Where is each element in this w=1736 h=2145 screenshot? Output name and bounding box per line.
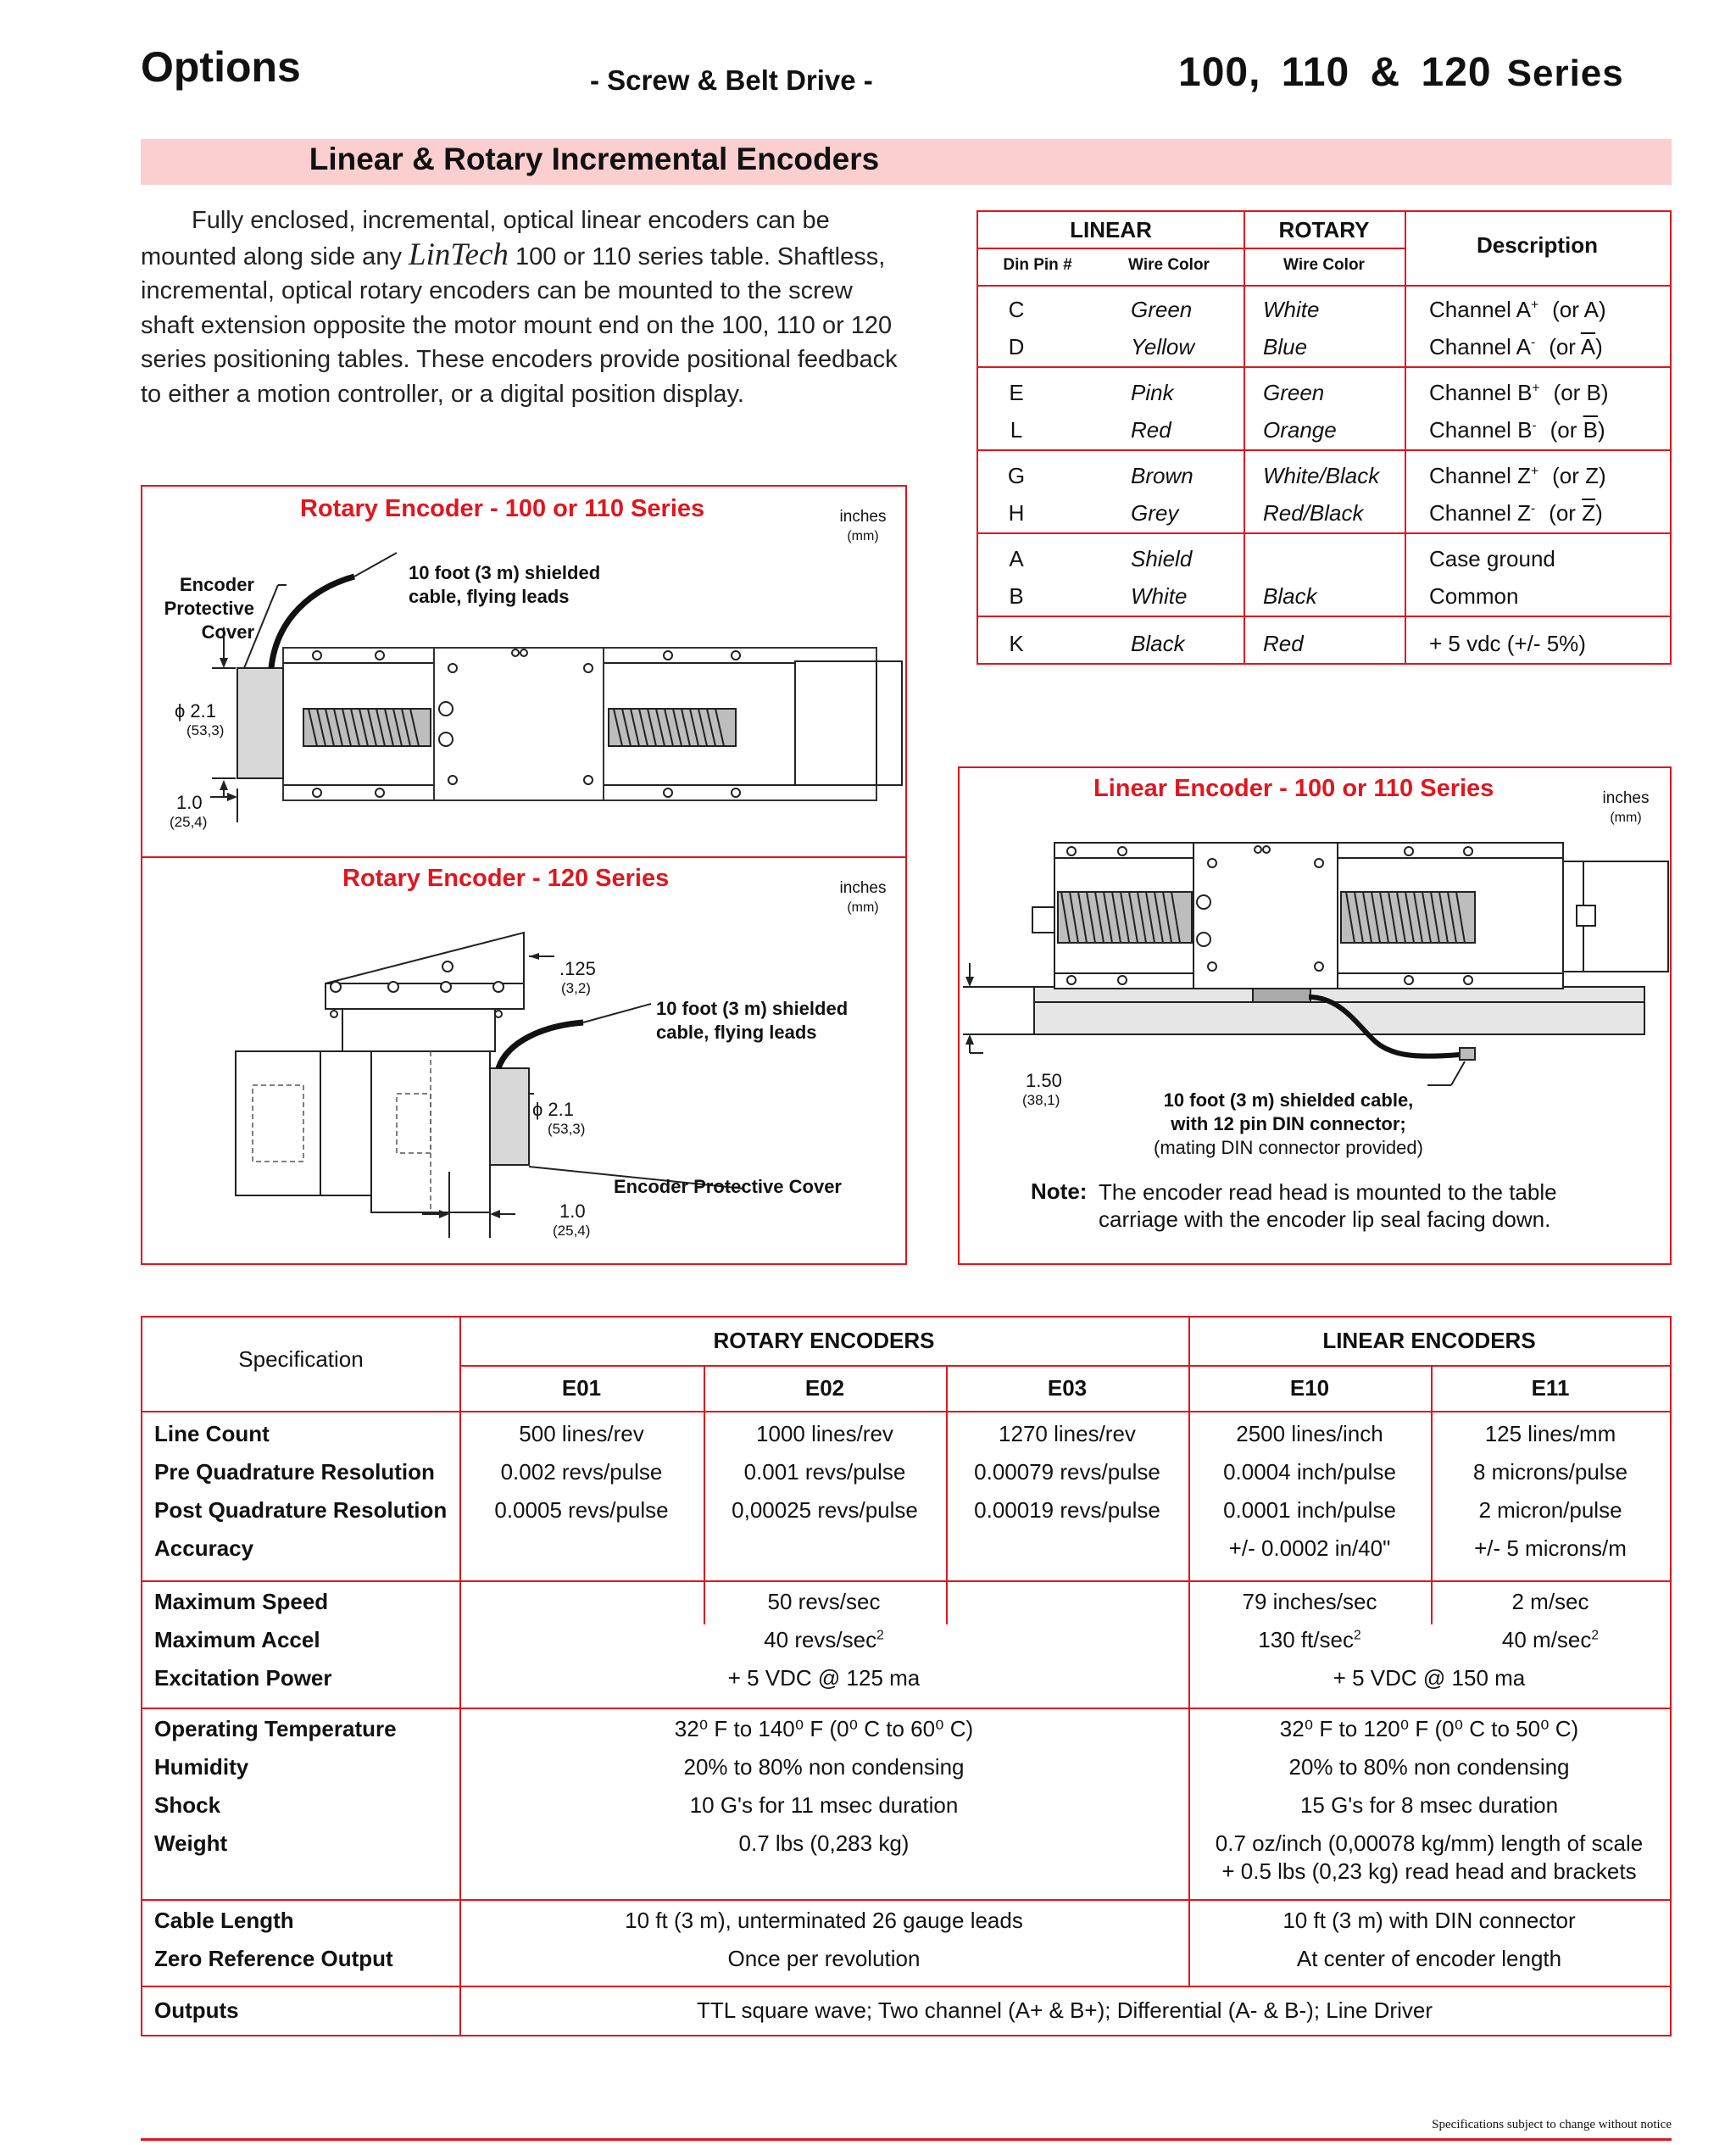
rotary-wire-color: Blue (1263, 334, 1308, 359)
linear-wire-color: Black (1131, 631, 1185, 656)
model-e03: E03 (1047, 1375, 1088, 1401)
rotary-excitation: + 5 VDC @ 125 ma (727, 1665, 921, 1691)
outputs-value: TTL square wave; Two channel (A+ & B+); Differential (A- & B-); Line Driver (697, 1997, 1433, 2023)
rotary-wire-color: White/Black (1263, 463, 1380, 488)
pin-description: Channel Z+ (or Z) (1429, 463, 1606, 488)
brand-name: LinTech (409, 237, 509, 272)
footer-rule (141, 2138, 1672, 2141)
spec-table (141, 1316, 1672, 2036)
model-e11: E11 (1531, 1375, 1570, 1401)
line-count-value: 2500 lines/inch (1236, 1421, 1383, 1446)
e10-speed: 79 inches/sec (1242, 1589, 1377, 1614)
linear-wire-color: Yellow (1131, 334, 1195, 359)
pin-description: Case ground (1429, 546, 1555, 571)
rotary-encoders-header: ROTARY ENCODERS (713, 1328, 935, 1353)
pin-number: K (1009, 631, 1024, 656)
pin-header-description: Description (1476, 232, 1599, 258)
linear-weight-1: 0.7 oz/inch (0,00078 kg/mm) length of scale (1215, 1830, 1644, 1856)
pin-number: G (1007, 463, 1026, 488)
rotary-wire-color: Red/Black (1263, 500, 1364, 526)
intro-paragraph (141, 203, 904, 411)
rotary-120-title: Rotary Encoder - 120 Series (342, 865, 670, 892)
e11-speed: 2 m/sec (1511, 1589, 1589, 1614)
linear-humidity: 20% to 80% non condensing (1288, 1754, 1570, 1780)
rotary-shock: 10 G's for 11 msec duration (689, 1792, 959, 1818)
rotary-wire-color: Green (1263, 380, 1325, 405)
label-cable-length: Cable Length (154, 1908, 294, 1933)
rotary-temp: 32⁰ F to 140⁰ F (0⁰ C to 60⁰ C) (674, 1716, 974, 1741)
pre-quad-value: 0.0004 inch/pulse (1223, 1459, 1396, 1485)
rotary-weight: 0.7 lbs (0,283 kg) (738, 1830, 910, 1856)
linear-wire-color: Grey (1131, 500, 1179, 526)
pin-header-linear: LINEAR (1070, 217, 1152, 242)
pin-description: Common (1429, 583, 1519, 609)
linear-zero: At center of encoder length (1296, 1946, 1562, 1971)
encoder-cover (237, 668, 283, 778)
rotary-humidity: 20% to 80% non condensing (683, 1754, 965, 1780)
rotary-120-length: 1.0 (559, 1201, 586, 1222)
post-quad-value: 2 micron/pulse (1478, 1497, 1622, 1523)
rotary-cable: 10 ft (3 m), unterminated 26 gauge leads (625, 1908, 1023, 1933)
line-count-value: 500 lines/rev (519, 1421, 644, 1446)
series-heading (1178, 49, 1624, 96)
pin-description: Channel Z- (or $\overline{Z}$) (1429, 500, 1603, 526)
linear-excitation: + 5 VDC @ 150 ma (1333, 1665, 1526, 1691)
pre-quad-value: 0.00079 revs/pulse (974, 1459, 1160, 1485)
linear-note-label: Note: (1031, 1178, 1088, 1204)
linear-note: The encoder read head is mounted to the table carriage with the encoder lip seal facing down. (1099, 1179, 1557, 1232)
post-quad-value: 0.0001 inch/pulse (1223, 1497, 1396, 1523)
linear-cable: 10 ft (3 m) with DIN connector (1283, 1908, 1576, 1933)
pin-number: E (1009, 380, 1024, 405)
rotary-zero: Once per revolution (727, 1946, 921, 1971)
pin-number: L (1010, 417, 1023, 443)
label-accuracy: Accuracy (154, 1535, 254, 1561)
pin-description: + 5 vdc (+/- 5%) (1429, 631, 1586, 656)
line-count-value: 1270 lines/rev (999, 1421, 1136, 1446)
linear-wire-color: Green (1131, 297, 1193, 322)
e10-accuracy: +/- 0.0002 in/40" (1228, 1535, 1391, 1561)
rotary-120-cable-label: 10 foot (3 m) shielded cable, flying leads (656, 998, 849, 1043)
rotary-accel: 40 revs/$\sec^2$ (764, 1627, 884, 1652)
label-line-count: Line Count (154, 1421, 270, 1446)
linear-weight-2: + 0.5 lbs (0,23 kg) read head and brackets (1221, 1858, 1637, 1884)
linear-wire-color: Brown (1131, 463, 1194, 488)
encoder-scale (1034, 987, 1644, 1034)
rotary-120-cover-label: Encoder Protective Cover (614, 1176, 842, 1197)
series-word: Series (1506, 53, 1624, 94)
model-e01: E01 (561, 1375, 602, 1401)
linear-wire-color: Red (1131, 417, 1171, 443)
rotary-wire-color: Orange (1263, 417, 1337, 443)
rotary-120-drawing (142, 916, 905, 1255)
rotary-100-length-mm: (25,4) (170, 814, 208, 830)
label-outputs: Outputs (154, 1997, 239, 2023)
pin-header-rotary: ROTARY (1278, 217, 1370, 242)
intro-part2: 100 or 110 series table. Shaftless, incremental, optical rotary encoders can be mounted to the screw shaft extension opposite the motor mount end on the 100, 110 or 120 series positioning tables. These encoders provide positional feedback to either a motion controller, or a digital position display. (141, 242, 898, 408)
e11-accel: 40 $m/\sec^2$ (1501, 1627, 1600, 1652)
footer-note: Specifications subject to change without notice (1432, 2118, 1672, 2131)
e10-accel: 130 $ft/\sec^2$ (1258, 1627, 1361, 1652)
post-quad-value: 0,00025 revs/pulse (732, 1497, 918, 1523)
label-op-temp: Operating Temperature (154, 1716, 397, 1741)
pin-number: B (1009, 583, 1024, 609)
rotary-120-units: inches (mm) (839, 879, 887, 915)
intro-part1: Fully enclosed, incremental, optical linear encoders can be mounted along side any (141, 207, 830, 270)
rotary-120-gap: .125 (559, 958, 596, 979)
rotary-100-diameter-mm: (53,3) (186, 722, 225, 738)
model-e02: E02 (804, 1375, 845, 1401)
pre-quad-value: 0.002 revs/pulse (500, 1459, 663, 1485)
linear-temp: 32⁰ F to 120⁰ F (0⁰ C to 50⁰ C) (1279, 1716, 1579, 1741)
label-pre-quad: Pre Quadrature Resolution (154, 1459, 435, 1485)
label-max-speed: Maximum Speed (154, 1589, 329, 1614)
label-zero-ref: Zero Reference Output (154, 1946, 393, 1971)
rotary-100-diameter: ϕ 2.1 (175, 700, 217, 722)
rotary-wire-color: Black (1263, 583, 1317, 609)
linear-title: Linear Encoder - 100 or 110 Series (1093, 775, 1494, 802)
label-max-accel: Maximum Accel (154, 1627, 320, 1652)
pin-sub-rotary-wire: Wire Color (1283, 256, 1365, 274)
spec-header: Specification (238, 1346, 364, 1372)
label-humidity: Humidity (154, 1754, 249, 1780)
model-e10: E10 (1289, 1375, 1330, 1401)
rotary-120-diameter: ϕ 2.1 (532, 1099, 575, 1120)
label-weight: Weight (154, 1830, 228, 1856)
rotary-100-title: Rotary Encoder - 100 or 110 Series (300, 495, 705, 522)
linear-encoders-header: LINEAR ENCODERS (1322, 1328, 1536, 1353)
linear-drawing (960, 831, 1670, 1111)
pin-number: A (1009, 546, 1024, 571)
pin-sub-linear-wire: Wire Color (1128, 256, 1210, 274)
rotary-wire-color: Red (1263, 631, 1304, 656)
pin-table (976, 210, 1672, 665)
pin-description: Channel B- (or $\overline{B}$) (1429, 417, 1605, 443)
linear-shock: 15 G's for 8 msec duration (1299, 1792, 1559, 1818)
pin-description: Channel A+ (or A) (1429, 297, 1606, 322)
post-quad-value: 0.0005 revs/pulse (494, 1497, 669, 1523)
rotary-120-diameter-mm: (53,3) (548, 1121, 586, 1137)
rotary-100-cover-label: Encoder Protective Cover (164, 574, 254, 643)
series-numbers: 100, 110 & 120 (1178, 50, 1492, 95)
rotary-120-gap-mm: (3,2) (561, 980, 591, 996)
linear-height: 1.50 (1026, 1070, 1062, 1091)
rotary-100-length: 1.0 (176, 792, 203, 813)
page-subtitle: - Screw & Belt Drive - (590, 64, 873, 96)
pin-sub-pin: Din Pin # (1003, 256, 1072, 274)
page-title: Options (141, 43, 301, 91)
section-title: Linear & Rotary Incremental Encoders (309, 142, 880, 176)
line-count-value: 1000 lines/rev (756, 1421, 893, 1446)
rotary-100-cable-label: 10 foot (3 m) shielded cable, flying leads (409, 562, 601, 607)
label-shock: Shock (154, 1792, 221, 1818)
pin-number: D (1008, 334, 1025, 359)
label-excitation: Excitation Power (154, 1665, 332, 1691)
pre-quad-value: 0.001 revs/pulse (743, 1459, 906, 1485)
linear-units: inches (mm) (1602, 789, 1650, 825)
rotary-120-length-mm: (25,4) (553, 1223, 591, 1239)
linear-height-mm: (38,1) (1022, 1092, 1060, 1108)
linear-wire-color: White (1131, 583, 1188, 609)
label-post-quad: Post Quadrature Resolution (154, 1497, 448, 1523)
rotary-100-units: inches (mm) (839, 508, 887, 543)
e11-accuracy: +/- 5 microns/m (1474, 1535, 1627, 1561)
linear-cable-label: 10 foot (3 m) shielded cable, with 12 pin DIN connector; (mating DIN connector provided) (1154, 1089, 1423, 1158)
pin-description: Channel A- (or $\overline{A}$) (1429, 334, 1603, 359)
post-quad-value: 0.00019 revs/pulse (974, 1497, 1160, 1523)
pin-number: H (1008, 500, 1025, 526)
rotary-wire-color: White (1263, 297, 1320, 322)
linear-wire-color: Pink (1131, 380, 1174, 405)
linear-wire-color: Shield (1131, 546, 1193, 571)
pin-number: C (1008, 297, 1025, 322)
line-count-value: 125 lines/mm (1484, 1421, 1616, 1446)
rotary-speed: 50 revs/sec (767, 1589, 881, 1614)
pre-quad-value: 8 microns/pulse (1472, 1459, 1628, 1485)
pin-description: Channel B+ (or B) (1429, 380, 1609, 405)
